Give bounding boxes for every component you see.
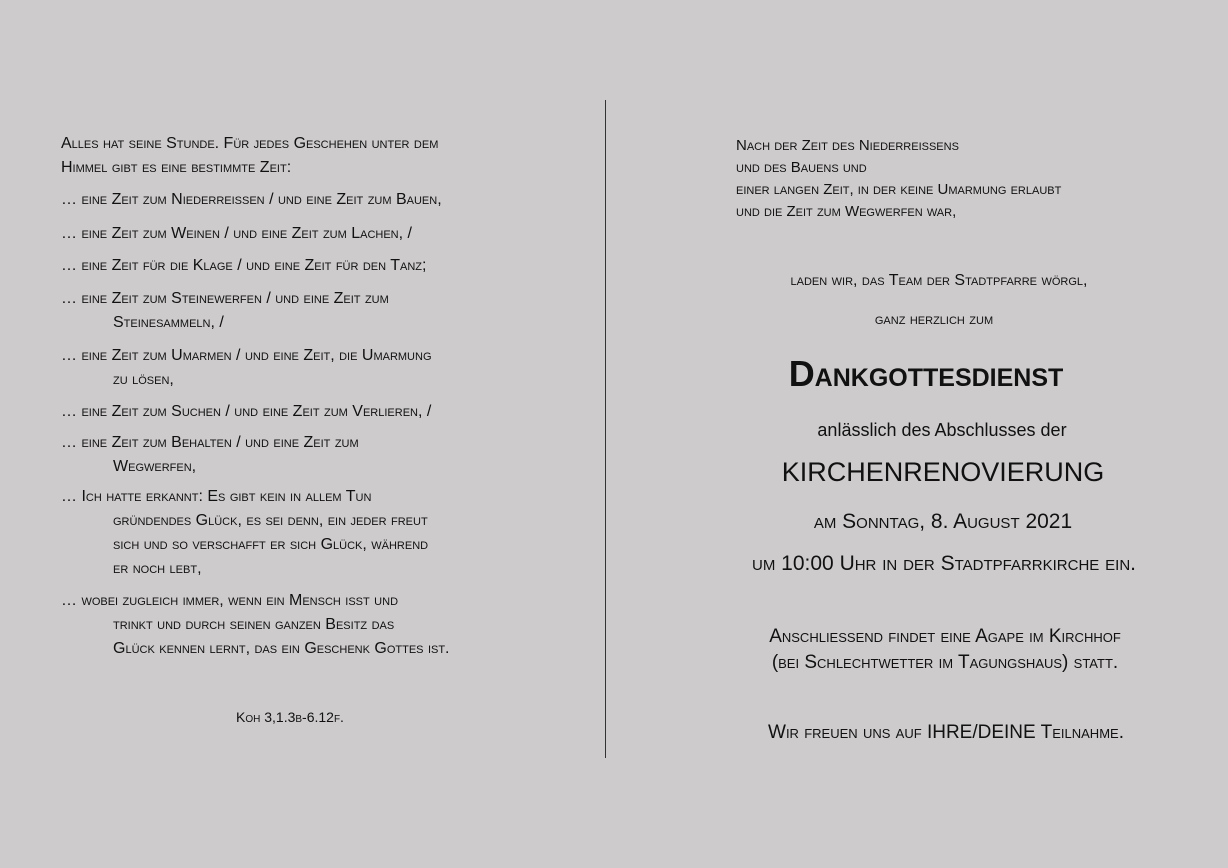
verse-9-line-2: trinkt und durch seinen ganzen Besitz das (113, 616, 395, 633)
verse-8-line-4: er noch lebt, (113, 560, 202, 577)
closing-line: Wir freuen uns auf IHRE/DEINE Teilnahme. (768, 722, 1124, 743)
verse-7-line-2: Wegwerfen, (113, 458, 197, 475)
intro-line-3: einer langen Zeit, in der keine Umarmung erlaubt (736, 181, 1062, 198)
verse-8-line-3: sich und so verschafft er sich Glück, während (113, 536, 429, 553)
verse-4-line-1: … eine Zeit zum Steinewerfen / und eine Zeit zum (61, 290, 389, 307)
bible-citation: Koh 3,1.3b-6.12f. (236, 709, 344, 725)
right-column (640, 0, 1228, 868)
verse-5-line-2: zu lösen, (113, 371, 174, 388)
event-subtitle: KIRCHENRENOVIERUNG (781, 457, 1105, 487)
verse-2: … eine Zeit zum Weinen / und eine Zeit zum Lachen, / (61, 225, 412, 242)
invitation-line-2: ganz herzlich zum (874, 311, 994, 328)
verse-8-line-2: gründendes Glück, es sei denn, ein jeder freut (113, 512, 428, 529)
verse-8-line-1: … Ich hatte erkannt: Es gibt kein in allem Tun (61, 488, 372, 505)
verse-7-line-1: … eine Zeit zum Behalten / und eine Zeit zum (61, 434, 359, 451)
intro-line-1: Alles hat seine Stunde. Für jedes Geschehen unter dem (61, 135, 439, 152)
verse-4-line-2: Steinesammeln, / (113, 314, 224, 331)
verse-5-line-1: … eine Zeit zum Umarmen / und eine Zeit, die Umarmung (61, 347, 432, 364)
agape-line-2: (bei Schlechtwetter im Tagungshaus) statt. (771, 652, 1119, 673)
intro-line-2: Himmel gibt es eine bestimmte Zeit: (61, 159, 292, 176)
verse-9-line-3: Glück kennen lernt, das ein Geschenk Gottes ist. (113, 640, 450, 657)
verse-1: … eine Zeit zum Niederreißen / und eine Zeit zum Bauen, (61, 191, 442, 208)
intro-line-1: Nach der Zeit des Niederreißens (736, 137, 959, 154)
verse-6: … eine Zeit zum Suchen / und eine Zeit zum Verlieren, / (61, 403, 432, 420)
event-date: am Sonntag, 8. August 2021 (813, 510, 1073, 533)
verse-3: … eine Zeit für die Klage / und eine Zeit für den Tanz; (61, 257, 427, 274)
occasion-text: anlässlich des Abschlusses der (817, 420, 1067, 440)
event-title: Dankgottesdienst (788, 353, 1064, 394)
event-time-location: um 10:00 Uhr in der Stadtpfarrkirche ein. (752, 552, 1136, 575)
verse-9-line-1: … wobei zugleich immer, wenn ein Mensch isst und (61, 592, 399, 609)
intro-line-4: und die Zeit zum Wegwerfen war, (736, 203, 957, 220)
intro-line-2: und des Bauens und (736, 159, 867, 176)
agape-line-1: Anschließend findet eine Agape im Kirchhof (769, 626, 1121, 647)
page-divider (605, 100, 606, 758)
invitation-line-1: laden wir, das Team der Stadtpfarre wörgl, (790, 272, 1088, 289)
